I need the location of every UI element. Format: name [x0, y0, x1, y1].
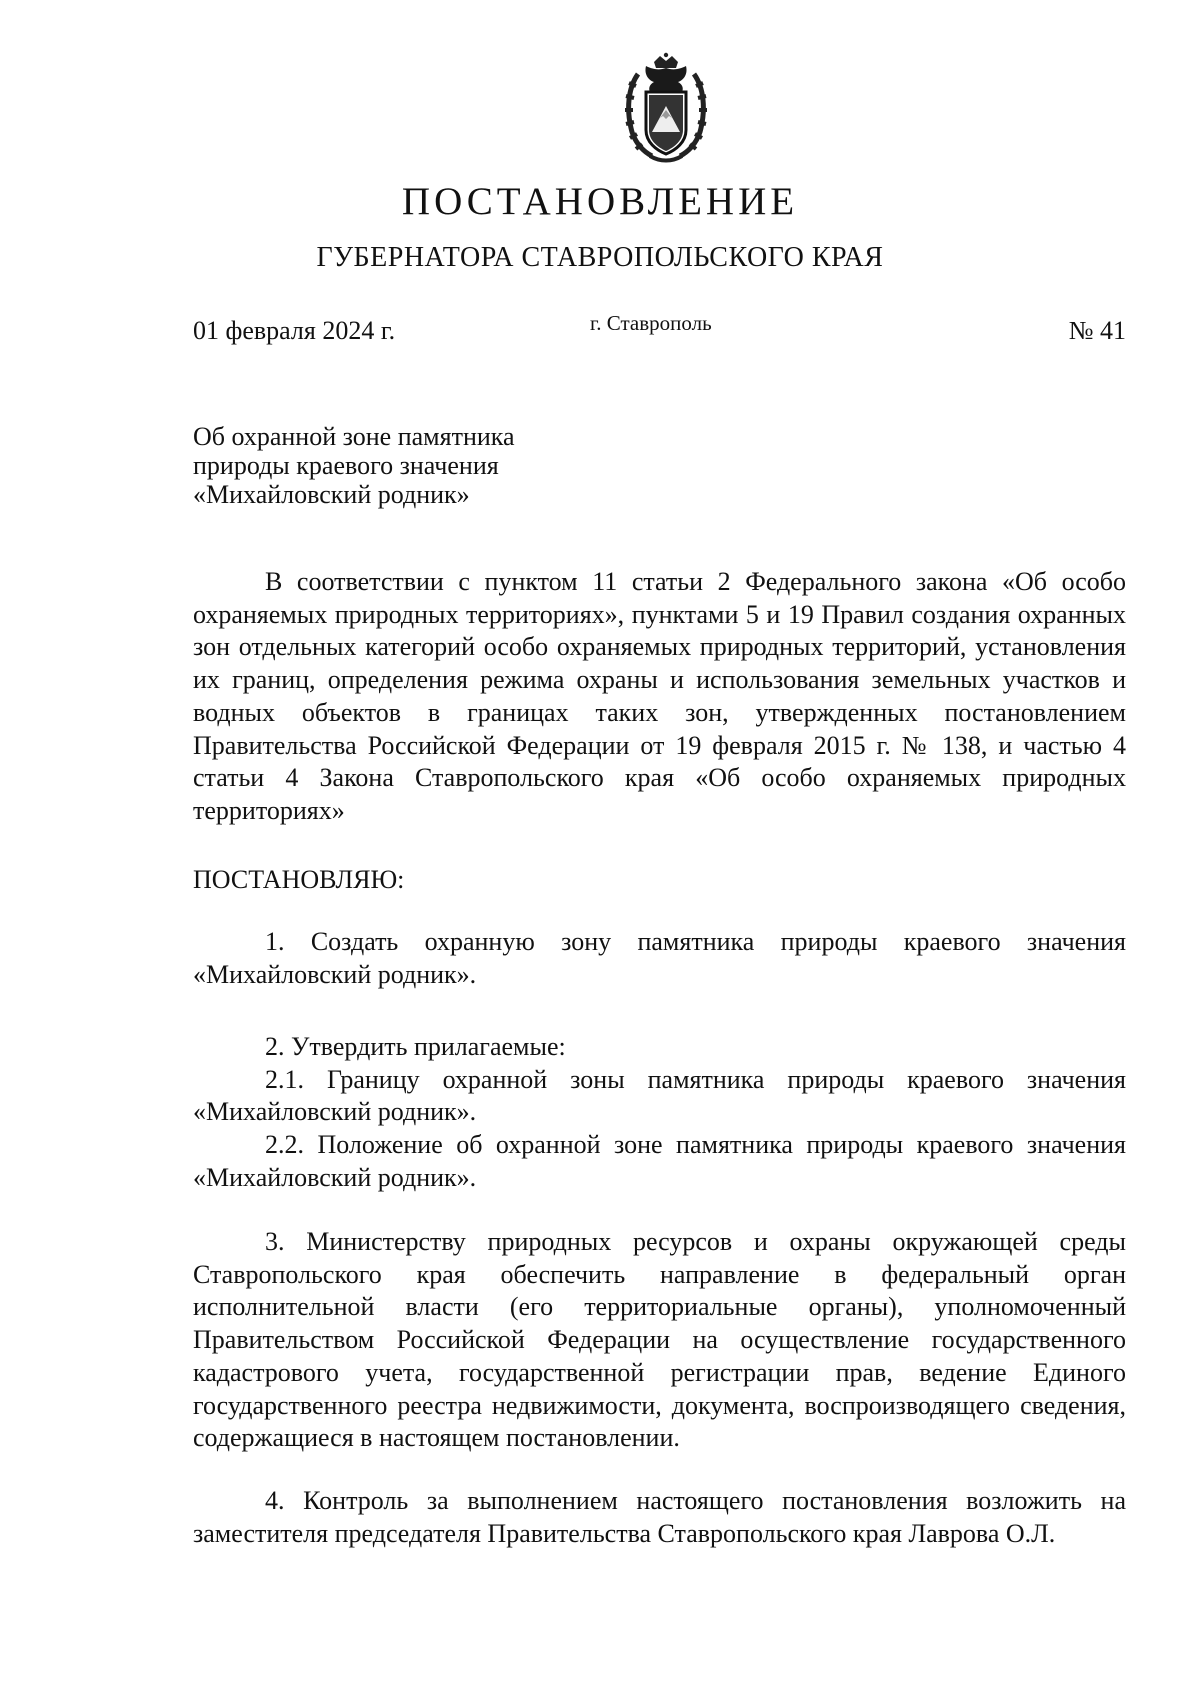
heading-line: Об охранной зоне памятника: [193, 422, 515, 451]
stavropol-coat-of-arms-icon: [620, 52, 712, 164]
item-4-section: [193, 1485, 1126, 1550]
heading-line: природы краевого значения: [193, 451, 499, 480]
document-city: г. Ставрополь: [590, 311, 712, 335]
item-1-paragraph: 1. Создать охранную зону памятника природы краевого значения «Михайловский родник».: [193, 927, 1126, 989]
item-2-2-paragraph: 2.2. Положение об охранной зоне памятника природы краевого значения «Михайловский родник».: [193, 1130, 1126, 1192]
preamble-paragraph: В соответствии с пунктом 11 статьи 2 Федерального закона «Об особо охраняемых природных территориях», пунктами 5 и 19 Правил создания охранных зон отдельных категорий особо охраняемых природных территорий, установления их границ, определения режима охраны и использования земельных участков и водных объектов в границах таких зон, утвержденных постановлением Правительства Российской Федерации от 19 февраля 2015 г. № 138, и частью 4 статьи 4 Закона Ставропольского края «Об особо охраняемых природных территориях»: [193, 567, 1126, 825]
item-2-paragraph: 2. Утвердить прилагаемые:: [265, 1032, 566, 1061]
item-4-paragraph: 4. Контроль за выполнением настоящего постановления возложить на заместителя председателя Правительства Ставропольского края Лаврова О.Л.: [193, 1486, 1126, 1548]
decree-word: ПОСТАНОВЛЯЮ:: [193, 865, 405, 894]
document-number: № 41: [1068, 316, 1126, 345]
item-3-paragraph: 3. Министерству природных ресурсов и охраны окружающей среды Ставропольского края обеспечить направление в федеральный орган исполнительной власти (его территориальные органы), уполномоченный Правительством Российской Федерации на осуществление государственного кадастрового учета, государственной регистрации прав, ведение Единого государственного реестра недвижимости, документа, воспроизводящего сведения, содержащиеся в настоящем постановлении.: [193, 1227, 1126, 1453]
item-2-1-paragraph: 2.1. Границу охранной зоны памятника природы краевого значения «Михайловский родник».: [193, 1064, 1126, 1127]
item-3-section: [193, 1226, 1126, 1455]
document-title: ПОСТАНОВЛЕНИЕ: [401, 180, 799, 223]
item-1-section: [193, 926, 1126, 991]
document-subtitle: ГУБЕРНАТОРА СТАВРОПОЛЬСКОГО КРАЯ: [316, 242, 884, 273]
decree-section: [193, 864, 1126, 897]
document-heading: [193, 422, 515, 509]
document-date: 01 февраля 2024 г.: [193, 316, 396, 345]
preamble-section: [193, 566, 1126, 828]
item-2-section: [193, 1031, 1126, 1195]
heading-line: «Михайловский родник»: [193, 480, 470, 509]
